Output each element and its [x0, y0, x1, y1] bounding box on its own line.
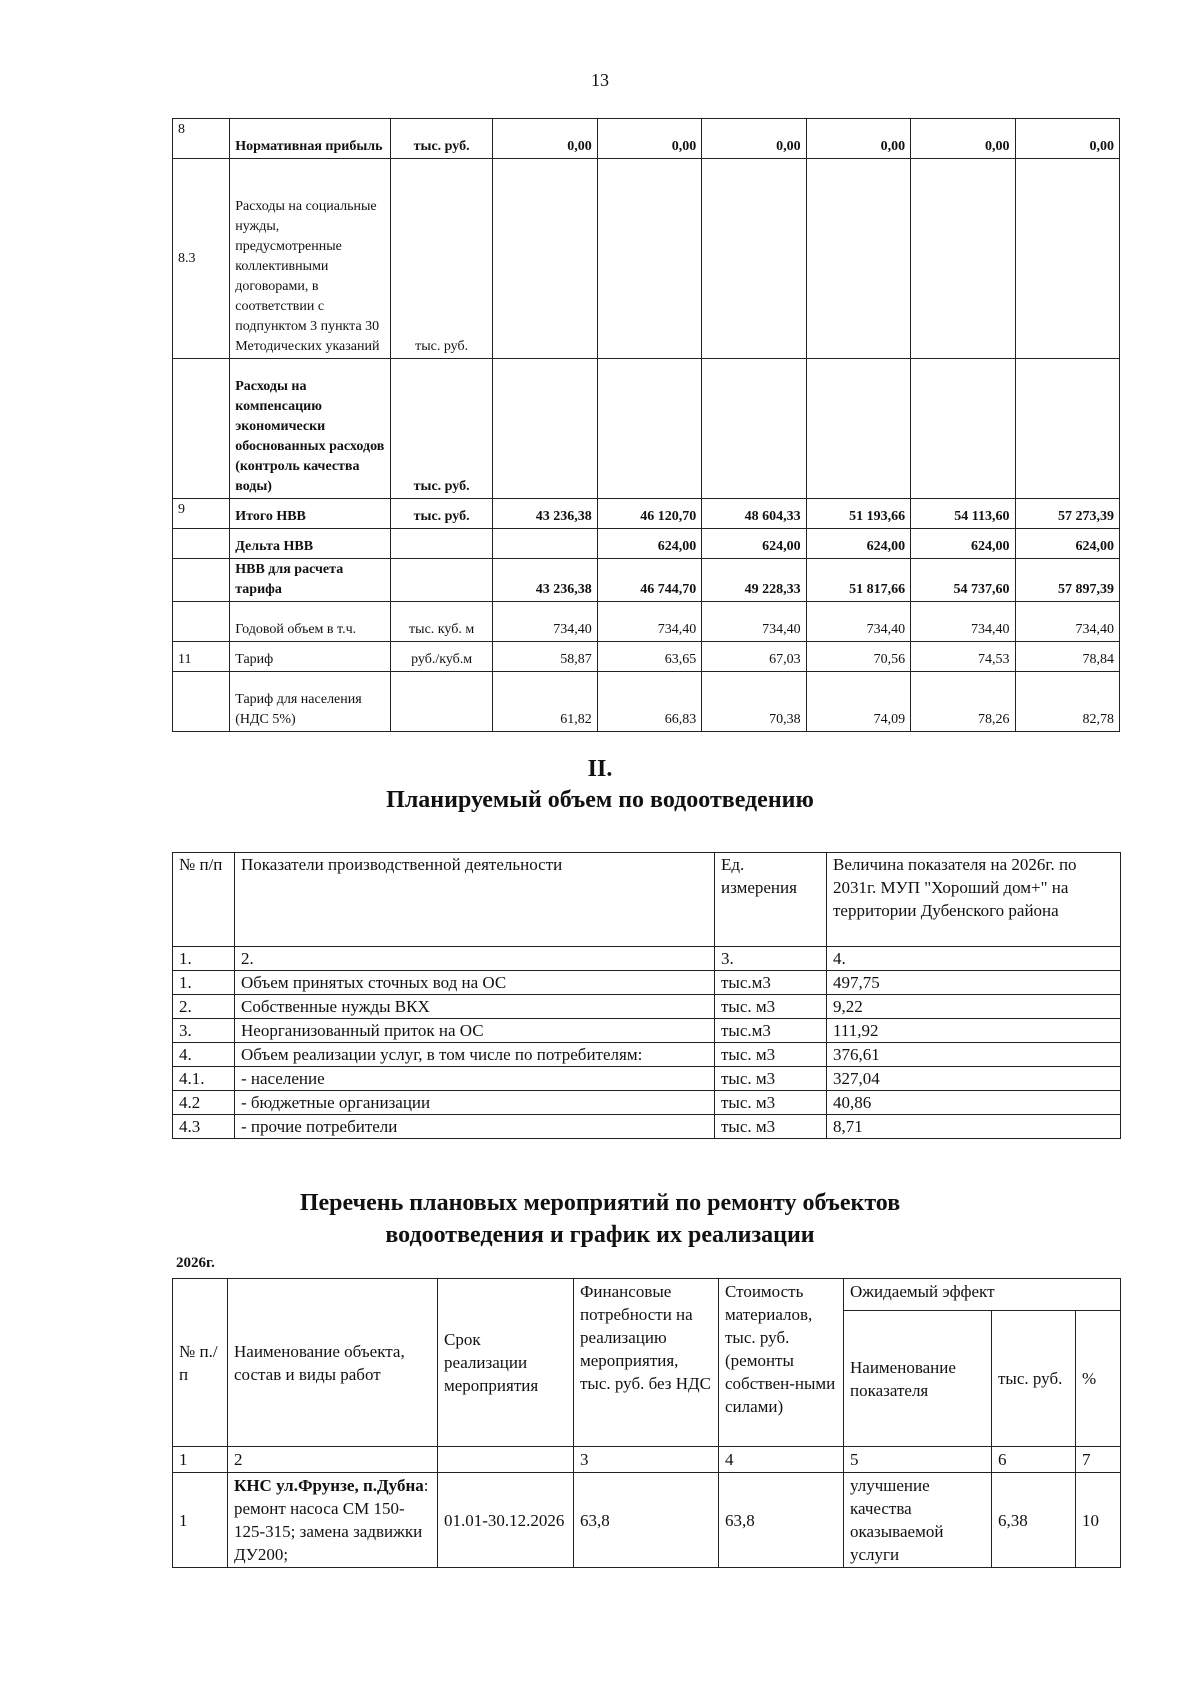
- row-value: 70,56: [806, 642, 910, 672]
- row-name: НВВ для расчета тарифа: [230, 559, 391, 602]
- row-value: 327,04: [827, 1067, 1121, 1091]
- row-value: 734,40: [702, 602, 806, 642]
- column-number-row: [173, 947, 1121, 971]
- row-value: 0,00: [493, 119, 597, 159]
- row-value: 9,22: [827, 995, 1121, 1019]
- section-title: Планируемый объем по водоотведению: [386, 787, 814, 813]
- row-num: 3.: [173, 1019, 235, 1043]
- year-label: 2026г.: [176, 1255, 215, 1271]
- row-unit: тыс. куб. м: [390, 602, 492, 642]
- table-row: [173, 1115, 1121, 1139]
- row-name: Расходы на компенсацию экономически обоснованных расходов (контроль качества воды): [230, 359, 391, 499]
- colnum: 5: [844, 1447, 992, 1473]
- row-value: 0,00: [806, 119, 910, 159]
- row-value: [806, 359, 910, 499]
- row-value: 43 236,38: [493, 499, 597, 529]
- row-value: 74,09: [806, 672, 910, 732]
- header-effect-name: Наименование показателя: [844, 1311, 992, 1447]
- row-value: 57 273,39: [1015, 499, 1119, 529]
- row-value: 376,61: [827, 1043, 1121, 1067]
- row-index: 8: [173, 119, 230, 159]
- row-index: 8.3: [173, 159, 230, 359]
- row-index: [173, 602, 230, 642]
- row-name: Нормативная прибыль: [230, 119, 391, 159]
- row-unit: тыс. м3: [715, 995, 827, 1019]
- row-name: Тариф: [230, 642, 391, 672]
- row-name-rest: : ремонт насоса СМ 150-125-315; замена задвижки ДУ200;: [234, 1476, 429, 1564]
- row-value: [702, 359, 806, 499]
- row-value: 49 228,33: [702, 559, 806, 602]
- table-row: [173, 672, 1120, 732]
- row-value: 624,00: [597, 529, 701, 559]
- row-unit: тыс. м3: [715, 1115, 827, 1139]
- row-value: 70,38: [702, 672, 806, 732]
- row-index: 11: [173, 642, 230, 672]
- row-indicator: - прочие потребители: [235, 1115, 715, 1139]
- colnum: 4.: [827, 947, 1121, 971]
- row-value: [597, 359, 701, 499]
- row-value: 51 817,66: [806, 559, 910, 602]
- row-unit: тыс. м3: [715, 1067, 827, 1091]
- row-value: 82,78: [1015, 672, 1119, 732]
- table-row: [173, 602, 1120, 642]
- row-indicator: Объем принятых сточных вод на ОС: [235, 971, 715, 995]
- row-finance: 63,8: [574, 1473, 719, 1568]
- row-indicator: - население: [235, 1067, 715, 1091]
- row-value: 734,40: [597, 602, 701, 642]
- table-row: [173, 995, 1121, 1019]
- row-value: 78,84: [1015, 642, 1119, 672]
- row-name: Годовой объем в т.ч.: [230, 602, 391, 642]
- table-row: [173, 529, 1120, 559]
- row-index: 9: [173, 499, 230, 529]
- row-value: 0,00: [597, 119, 701, 159]
- row-value: [911, 159, 1015, 359]
- row-value: 46 120,70: [597, 499, 701, 529]
- repair-plan-table: [172, 1278, 1121, 1568]
- colnum: 1.: [173, 947, 235, 971]
- colnum: 7: [1076, 1447, 1121, 1473]
- row-unit: тыс. руб.: [390, 119, 492, 159]
- row-value: 0,00: [702, 119, 806, 159]
- row-value: 734,40: [493, 602, 597, 642]
- row-name: Дельта НВВ: [230, 529, 391, 559]
- row-unit: [390, 529, 492, 559]
- table-row: [173, 971, 1121, 995]
- row-num: 4.: [173, 1043, 235, 1067]
- row-value: 624,00: [702, 529, 806, 559]
- row-unit: тыс.м3: [715, 971, 827, 995]
- header-effect-pct: %: [1076, 1311, 1121, 1447]
- colnum: 3: [574, 1447, 719, 1473]
- row-num: 4.1.: [173, 1067, 235, 1091]
- row-unit: [390, 672, 492, 732]
- page-number: 13: [591, 70, 609, 90]
- row-unit: тыс. руб.: [390, 499, 492, 529]
- section-roman: II.: [587, 756, 613, 782]
- row-indicator: Объем реализации услуг, в том числе по потребителям:: [235, 1043, 715, 1067]
- colnum: 2: [228, 1447, 438, 1473]
- row-value: 54 737,60: [911, 559, 1015, 602]
- table-row: [173, 1067, 1121, 1091]
- colnum: 2.: [235, 947, 715, 971]
- row-value: 734,40: [806, 602, 910, 642]
- colnum: 3.: [715, 947, 827, 971]
- table-row: [173, 1091, 1121, 1115]
- row-unit: тыс.м3: [715, 1019, 827, 1043]
- row-value: 74,53: [911, 642, 1015, 672]
- row-index: [173, 359, 230, 499]
- tariff-table: [172, 118, 1120, 732]
- header-effect: Ожидаемый эффект: [844, 1279, 1121, 1311]
- row-value: [493, 359, 597, 499]
- row-value: [1015, 159, 1119, 359]
- table-row: [173, 1473, 1121, 1568]
- row-value: 51 193,66: [806, 499, 910, 529]
- table-row: [173, 499, 1120, 529]
- table-row: [173, 642, 1120, 672]
- colnum: [438, 1447, 574, 1473]
- table-row: [173, 119, 1120, 159]
- row-value: 40,86: [827, 1091, 1121, 1115]
- row-value: 0,00: [911, 119, 1015, 159]
- row-value: 734,40: [911, 602, 1015, 642]
- row-value: [911, 359, 1015, 499]
- row-value: 734,40: [1015, 602, 1119, 642]
- row-value: 624,00: [806, 529, 910, 559]
- row-value: 67,03: [702, 642, 806, 672]
- row-value: 0,00: [1015, 119, 1119, 159]
- row-term: 01.01-30.12.2026: [438, 1473, 574, 1568]
- colnum: 4: [719, 1447, 844, 1473]
- row-name: Итого НВВ: [230, 499, 391, 529]
- row-unit: тыс. руб.: [390, 159, 492, 359]
- row-num: 4.2: [173, 1091, 235, 1115]
- row-index: [173, 559, 230, 602]
- table-row: [173, 559, 1120, 602]
- row-value: 63,65: [597, 642, 701, 672]
- header-effect-rub: тыс. руб.: [992, 1311, 1076, 1447]
- row-value: 624,00: [1015, 529, 1119, 559]
- row-unit: тыс. м3: [715, 1043, 827, 1067]
- table-row: [173, 1019, 1121, 1043]
- header-num: № п/п: [173, 853, 235, 947]
- row-indicator: Собственные нужды ВКХ: [235, 995, 715, 1019]
- row-name: Расходы на социальные нужды, предусмотренные коллективными договорами, в соответствии с подпунктом 3 пункта 30 Методических указаний: [230, 159, 391, 359]
- header-indicator: Показатели производственной деятельности: [235, 853, 715, 947]
- row-value: [597, 159, 701, 359]
- column-number-row: [173, 1447, 1121, 1473]
- row-value: 48 604,33: [702, 499, 806, 529]
- row-value: [702, 159, 806, 359]
- row-effect-pct: 10: [1076, 1473, 1121, 1568]
- header-term: Срок реализации мероприятия: [438, 1279, 574, 1447]
- volume-table: [172, 852, 1121, 1139]
- row-value: 497,75: [827, 971, 1121, 995]
- header-cost: Стоимость материалов, тыс. руб. (ремонты собствен-ными силами): [719, 1279, 844, 1447]
- row-value: [493, 159, 597, 359]
- header-unit: Ед. измерения: [715, 853, 827, 947]
- table-row: [173, 159, 1120, 359]
- row-num: 1.: [173, 971, 235, 995]
- row-num: 2.: [173, 995, 235, 1019]
- row-value: 8,71: [827, 1115, 1121, 1139]
- table-header-row: [173, 853, 1121, 947]
- row-value: [806, 159, 910, 359]
- row-value: 58,87: [493, 642, 597, 672]
- row-value: 78,26: [911, 672, 1015, 732]
- list-title-line1: Перечень плановых мероприятий по ремонту объектов: [299, 1190, 901, 1216]
- header-name: Наименование объекта, состав и виды работ: [228, 1279, 438, 1447]
- row-value: 624,00: [911, 529, 1015, 559]
- header-num: № п./п: [173, 1279, 228, 1447]
- row-value: 46 744,70: [597, 559, 701, 602]
- row-indicator: Неорганизованный приток на ОС: [235, 1019, 715, 1043]
- row-num: 4.3: [173, 1115, 235, 1139]
- colnum: 6: [992, 1447, 1076, 1473]
- header-value: Величина показателя на 2026г. по 2031г. МУП "Хороший дом+" на территории Дубенского района: [827, 853, 1121, 947]
- row-cost: 63,8: [719, 1473, 844, 1568]
- row-unit: руб./куб.м: [390, 642, 492, 672]
- row-name-bold: КНС ул.Фрунзе, п.Дубна: [234, 1476, 424, 1495]
- colnum: 1: [173, 1447, 228, 1473]
- row-effect-rub: 6,38: [992, 1473, 1076, 1568]
- row-num: 1: [173, 1473, 228, 1568]
- header-finance: Финансовые потребности на реализацию мероприятия, тыс. руб. без НДС: [574, 1279, 719, 1447]
- row-unit: тыс. руб.: [390, 359, 492, 499]
- list-title-line2: водоотведения и график их реализации: [385, 1222, 815, 1248]
- row-value: 43 236,38: [493, 559, 597, 602]
- table-row: [173, 1043, 1121, 1067]
- row-indicator: - бюджетные организации: [235, 1091, 715, 1115]
- row-value: 54 113,60: [911, 499, 1015, 529]
- row-value: 61,82: [493, 672, 597, 732]
- row-value: 66,83: [597, 672, 701, 732]
- row-index: [173, 529, 230, 559]
- row-value: 111,92: [827, 1019, 1121, 1043]
- row-name: [228, 1473, 438, 1568]
- row-index: [173, 672, 230, 732]
- row-value: [493, 529, 597, 559]
- row-unit: [390, 559, 492, 602]
- row-value: 57 897,39: [1015, 559, 1119, 602]
- row-value: [1015, 359, 1119, 499]
- table-row: [173, 359, 1120, 499]
- row-name: Тариф для населения (НДС 5%): [230, 672, 391, 732]
- row-unit: тыс. м3: [715, 1091, 827, 1115]
- row-effect-name: улучшение качества оказываемой услуги: [844, 1473, 992, 1568]
